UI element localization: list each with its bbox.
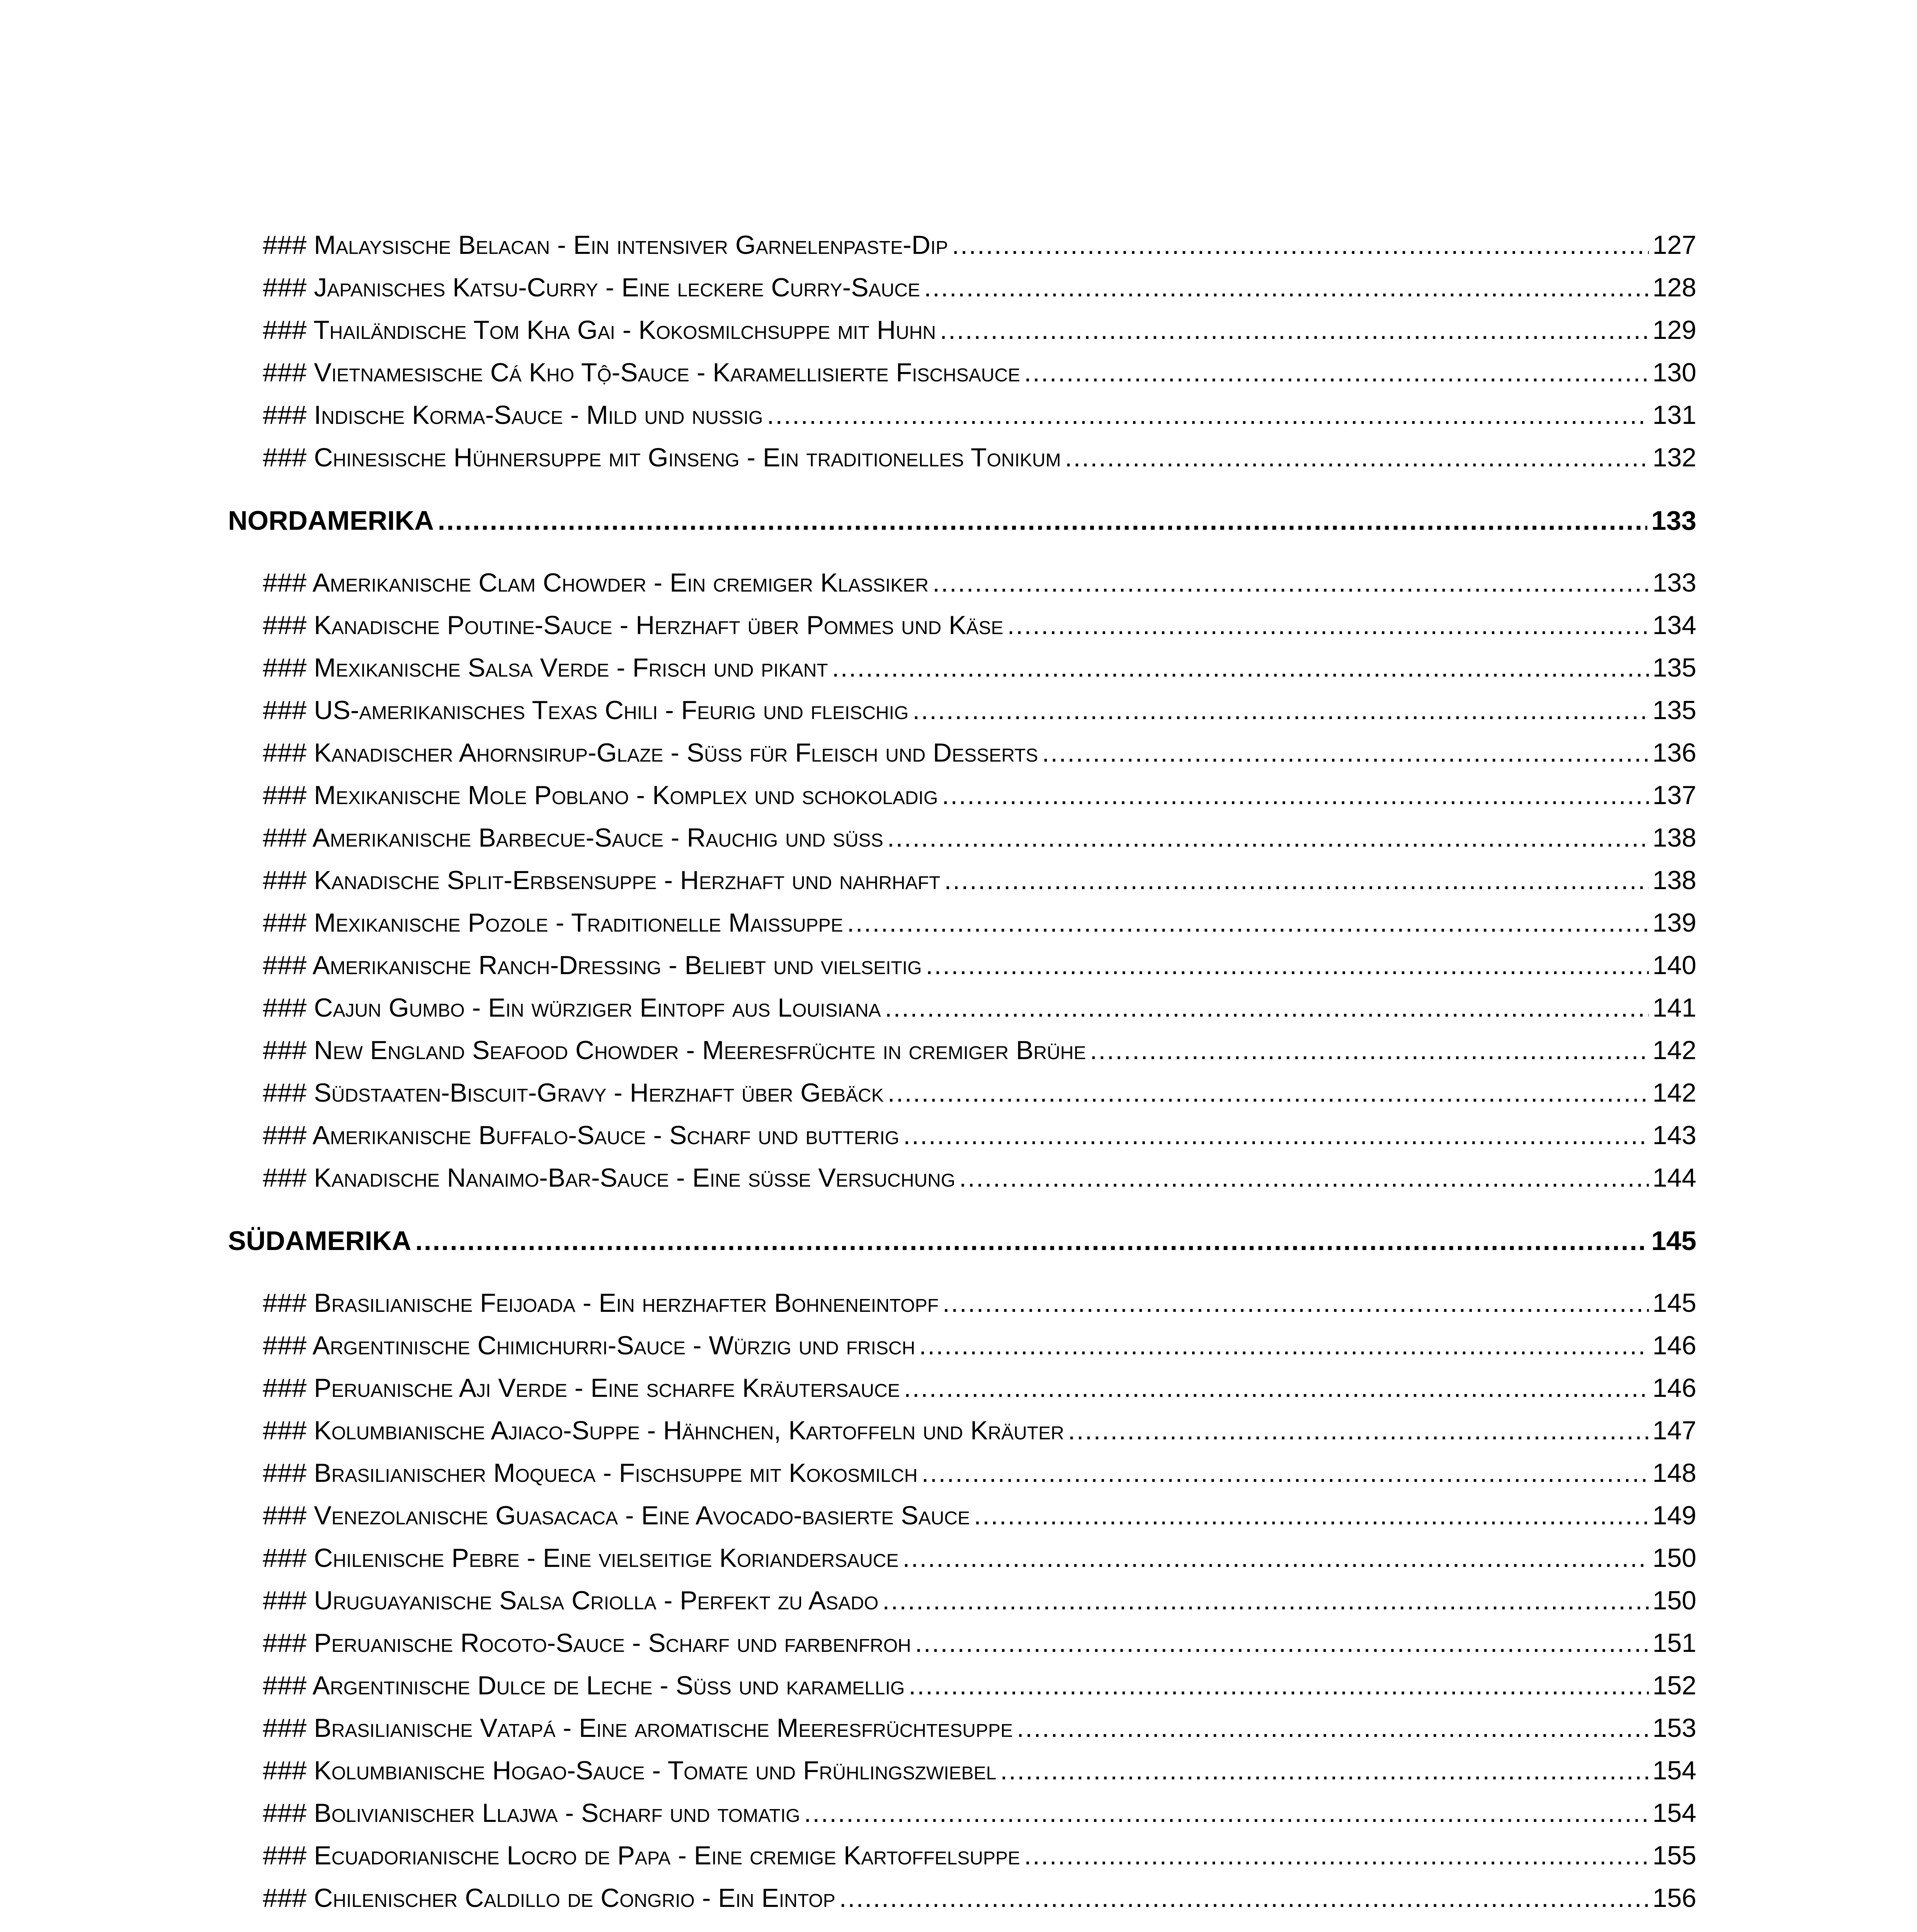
toc-entry-page: 145: [1651, 1226, 1696, 1256]
toc-entry-page: 129: [1652, 315, 1696, 345]
toc-entry: [228, 1885, 1696, 1927]
toc-entry: [228, 952, 1696, 995]
toc-entry-title: ### Thailändische Tom Kha Gai - Kokosmilchsuppe mit Huhn: [263, 315, 936, 345]
toc-entry-page: 154: [1652, 1798, 1696, 1828]
dot-leader: [832, 655, 1649, 681]
toc-entry: [228, 1460, 1696, 1502]
toc-entry-title: ### Peruanische Aji Verde - Eine scharfe Kräutersauce: [263, 1373, 900, 1403]
toc-entry-page: 142: [1652, 1036, 1696, 1065]
toc-entry-title: ### Chinesische Hühnersuppe mit Ginseng - Ein traditionelles Tonikum: [263, 443, 1061, 472]
toc-entry-page: 136: [1652, 738, 1696, 767]
toc-entry: [228, 1290, 1696, 1332]
toc-entry-page: 143: [1652, 1121, 1696, 1150]
toc-entry: [228, 1417, 1696, 1460]
dot-leader: [903, 1122, 1648, 1148]
toc-entry-page: 133: [1651, 505, 1696, 536]
toc-entry-page: 135: [1652, 653, 1696, 682]
toc-entry-title: ### US-amerikanisches Texas Chili - Feurig und fleischig: [263, 696, 909, 725]
toc-entry-page: 138: [1652, 823, 1696, 852]
toc-entry-page: 142: [1652, 1078, 1696, 1107]
toc-entry-page: 156: [1652, 1883, 1696, 1913]
toc-entry-title: ### Kanadische Poutine-Sauce - Herzhaft über Pommes und Käse: [263, 611, 1004, 640]
toc-entry-page: 144: [1652, 1163, 1696, 1192]
toc-entry: [228, 1587, 1696, 1630]
toc-section-heading: [228, 1227, 1696, 1270]
toc-entry-title: SÜDAMERIKA: [228, 1226, 412, 1256]
toc-entry-page: 128: [1652, 273, 1696, 302]
dot-leader: [847, 910, 1649, 936]
toc-entry-page: 154: [1652, 1756, 1696, 1785]
toc-entry-title: ### Südstaaten-Biscuit-Gravy - Herzhaft über Gebäck: [263, 1078, 884, 1107]
toc-entry-title: ### Peruanische Rocoto-Sauce - Scharf und farbenfroh: [263, 1628, 911, 1658]
toc-entry: [228, 1165, 1696, 1207]
toc-entry: [228, 232, 1696, 274]
dot-leader: [1065, 444, 1649, 471]
toc-entry-title: ### Vietnamesische Cá Kho Tộ-Sauce - Karamellisierte Fischsauce: [263, 358, 1021, 387]
dot-leader: [932, 570, 1648, 596]
toc-entry-page: 140: [1652, 951, 1696, 980]
dot-leader: [903, 1545, 1649, 1571]
toc-entry-page: 139: [1652, 908, 1696, 937]
dot-leader: [1024, 359, 1648, 386]
dot-leader: [882, 1587, 1648, 1614]
toc-entry-title: ### Brasilianischer Moqueca - Fischsuppe mit Kokosmilch: [263, 1458, 918, 1488]
toc-entry-title: ### Amerikanische Barbecue-Sauce - Rauchig und süß: [263, 823, 883, 852]
dot-leader: [804, 1800, 1649, 1826]
toc-entry-title: ### Kanadischer Ahornsirup-Glaze - Süß für Fleisch und Desserts: [263, 738, 1038, 767]
dot-leader: [1000, 1757, 1648, 1784]
toc-entry-page: 148: [1652, 1458, 1696, 1488]
dot-leader: [959, 1165, 1648, 1191]
toc-entry: [228, 1080, 1696, 1122]
toc-entry: [228, 825, 1696, 867]
dot-leader: [415, 1227, 1647, 1254]
toc-entry: [228, 1332, 1696, 1375]
dot-leader: [888, 1080, 1649, 1106]
toc-section-heading: [228, 507, 1696, 549]
toc-entry-title: ### Argentinische Chimichurri-Sauce - Würzig und frisch: [263, 1331, 915, 1360]
toc-entry-title: ### Uruguayanische Salsa Criolla - Perfekt zu Asado: [263, 1586, 879, 1615]
toc-entry-page: 155: [1652, 1841, 1696, 1870]
toc-entry: [228, 1800, 1696, 1842]
toc-entry-title: ### Cajun Gumbo - Ein würziger Eintopf aus Louisiana: [263, 993, 881, 1022]
toc-entry: [228, 1545, 1696, 1587]
toc-entry-title: ### Argentinische Dulce de Leche - Süß und karamellig: [263, 1671, 905, 1700]
toc-entry-title: ### Kanadische Split-Erbsensuppe - Herzhaft und nahrhaft: [263, 866, 941, 895]
dot-leader: [1007, 612, 1649, 638]
toc-entry-title: ### Bolivianischer Llajwa - Scharf und tomatig: [263, 1798, 800, 1828]
toc-entry-page: 146: [1652, 1331, 1696, 1360]
dot-leader: [1024, 1842, 1648, 1869]
toc-entry-title: ### Chilenische Pebre - Eine vielseitige Koriandersauce: [263, 1543, 899, 1573]
toc-entry-page: 141: [1652, 993, 1696, 1022]
toc-entry-page: 147: [1652, 1416, 1696, 1445]
toc-entry: [228, 782, 1696, 825]
toc-entry: [228, 402, 1696, 444]
dot-leader: [940, 317, 1648, 343]
toc-entry-page: 153: [1652, 1713, 1696, 1743]
toc-entry-page: 152: [1652, 1671, 1696, 1700]
table-of-contents: [228, 232, 1696, 1932]
toc-entry-page: 127: [1652, 230, 1696, 260]
toc-entry-page: 149: [1652, 1501, 1696, 1530]
toc-entry-page: 130: [1652, 358, 1696, 387]
toc-entry: [228, 444, 1696, 487]
toc-entry-page: 134: [1652, 611, 1696, 640]
dot-leader: [908, 1672, 1648, 1699]
toc-entry-title: ### Mexikanische Mole Poblano - Komplex und schokoladig: [263, 781, 938, 810]
toc-entry-page: 150: [1652, 1586, 1696, 1615]
toc-entry: [228, 1715, 1696, 1757]
dot-leader: [944, 867, 1648, 893]
toc-entry: [228, 570, 1696, 612]
dot-leader: [924, 274, 1648, 301]
toc-entry: [228, 1672, 1696, 1715]
toc-entry-page: 132: [1652, 443, 1696, 472]
dot-leader: [912, 697, 1648, 723]
toc-entry-title: ### Ecuadorianische Locro de Papa - Eine cremige Kartoffelsuppe: [263, 1841, 1021, 1870]
dot-leader: [1090, 1037, 1648, 1063]
dot-leader: [942, 1290, 1649, 1316]
toc-entry-title: ### Kanadische Nanaimo-Bar-Sauce - Eine süße Versuchung: [263, 1163, 956, 1192]
toc-entry-title: ### Indische Korma-Sauce - Mild und nussig: [263, 400, 763, 430]
toc-entry: [228, 740, 1696, 782]
toc-entry: [228, 995, 1696, 1037]
dot-leader: [1068, 1417, 1649, 1444]
dot-leader: [767, 402, 1648, 428]
toc-entry-page: 135: [1652, 696, 1696, 725]
toc-entry-title: ### Amerikanische Buffalo-Sauce - Scharf und butterig: [263, 1121, 900, 1150]
toc-entry-title: ### Malaysische Belacan - Ein intensiver Garnelenpaste-Dip: [263, 230, 948, 260]
toc-entry-page: 145: [1652, 1288, 1696, 1318]
toc-entry-title: ### Chilenischer Caldillo de Congrio - Ein Eintop: [263, 1883, 835, 1913]
toc-entry: [228, 359, 1696, 402]
toc-entry-page: 150: [1652, 1543, 1696, 1573]
toc-entry-title: ### Amerikanische Clam Chowder - Ein cremiger Klassiker: [263, 568, 929, 597]
toc-entry-title: ### Mexikanische Pozole - Traditionelle Maissuppe: [263, 908, 843, 937]
toc-entry: [228, 1122, 1696, 1165]
toc-entry: [228, 1842, 1696, 1885]
toc-entry: [228, 867, 1696, 910]
toc-entry-title: ### Mexikanische Salsa Verde - Frisch und pikant: [263, 653, 828, 682]
toc-entry: [228, 1375, 1696, 1417]
toc-entry-title: ### New England Seafood Chowder - Meeresfrüchte in cremiger Brühe: [263, 1036, 1086, 1065]
toc-entry-page: 151: [1652, 1628, 1696, 1658]
toc-entry: [228, 1037, 1696, 1080]
toc-entry-page: 131: [1652, 400, 1696, 430]
dot-leader: [926, 952, 1649, 978]
dot-leader: [904, 1375, 1649, 1401]
toc-entry-title: NORDAMERIKA: [228, 505, 434, 536]
dot-leader: [922, 1460, 1649, 1486]
toc-entry: [228, 1757, 1696, 1800]
dot-leader: [915, 1630, 1649, 1656]
dot-leader: [839, 1885, 1649, 1911]
dot-leader: [438, 507, 1647, 534]
dot-leader: [1042, 740, 1648, 766]
dot-leader: [942, 782, 1648, 808]
toc-entry-page: 137: [1652, 781, 1696, 810]
toc-entry-title: ### Amerikanische Ranch-Dressing - Beliebt und vielseitig: [263, 951, 922, 980]
toc-entry: [228, 655, 1696, 697]
dot-leader: [974, 1502, 1648, 1529]
dot-leader: [887, 825, 1649, 851]
dot-leader: [919, 1332, 1648, 1359]
dot-leader: [952, 232, 1648, 258]
toc-entry-page: 138: [1652, 866, 1696, 895]
toc-entry: [228, 1502, 1696, 1545]
toc-entry: [228, 1630, 1696, 1672]
toc-entry: [228, 910, 1696, 952]
toc-entry-title: ### Kolumbianische Hogao-Sauce - Tomate und Frühlingszwiebel: [263, 1756, 997, 1785]
toc-entry-page: 146: [1652, 1373, 1696, 1403]
toc-entry-title: ### Venezolanische Guasacaca - Eine Avocado-basierte Sauce: [263, 1501, 970, 1530]
toc-entry-title: ### Brasilianische Vatapá - Eine aromatische Meeresfrüchtesuppe: [263, 1713, 1013, 1743]
toc-entry: [228, 697, 1696, 740]
dot-leader: [885, 995, 1649, 1021]
toc-entry: [228, 612, 1696, 655]
toc-entry-title: ### Japanisches Katsu-Curry - Eine leckere Curry-Sauce: [263, 273, 920, 302]
dot-leader: [1017, 1715, 1648, 1741]
toc-entry: [228, 317, 1696, 359]
toc-entry: [228, 274, 1696, 317]
toc-entry-page: 133: [1652, 568, 1696, 597]
toc-entry-title: ### Brasilianische Feijoada - Ein herzhafter Bohneneintopf: [263, 1288, 939, 1318]
toc-entry-title: ### Kolumbianische Ajiaco-Suppe - Hähnchen, Kartoffeln und Kräuter: [263, 1416, 1064, 1445]
